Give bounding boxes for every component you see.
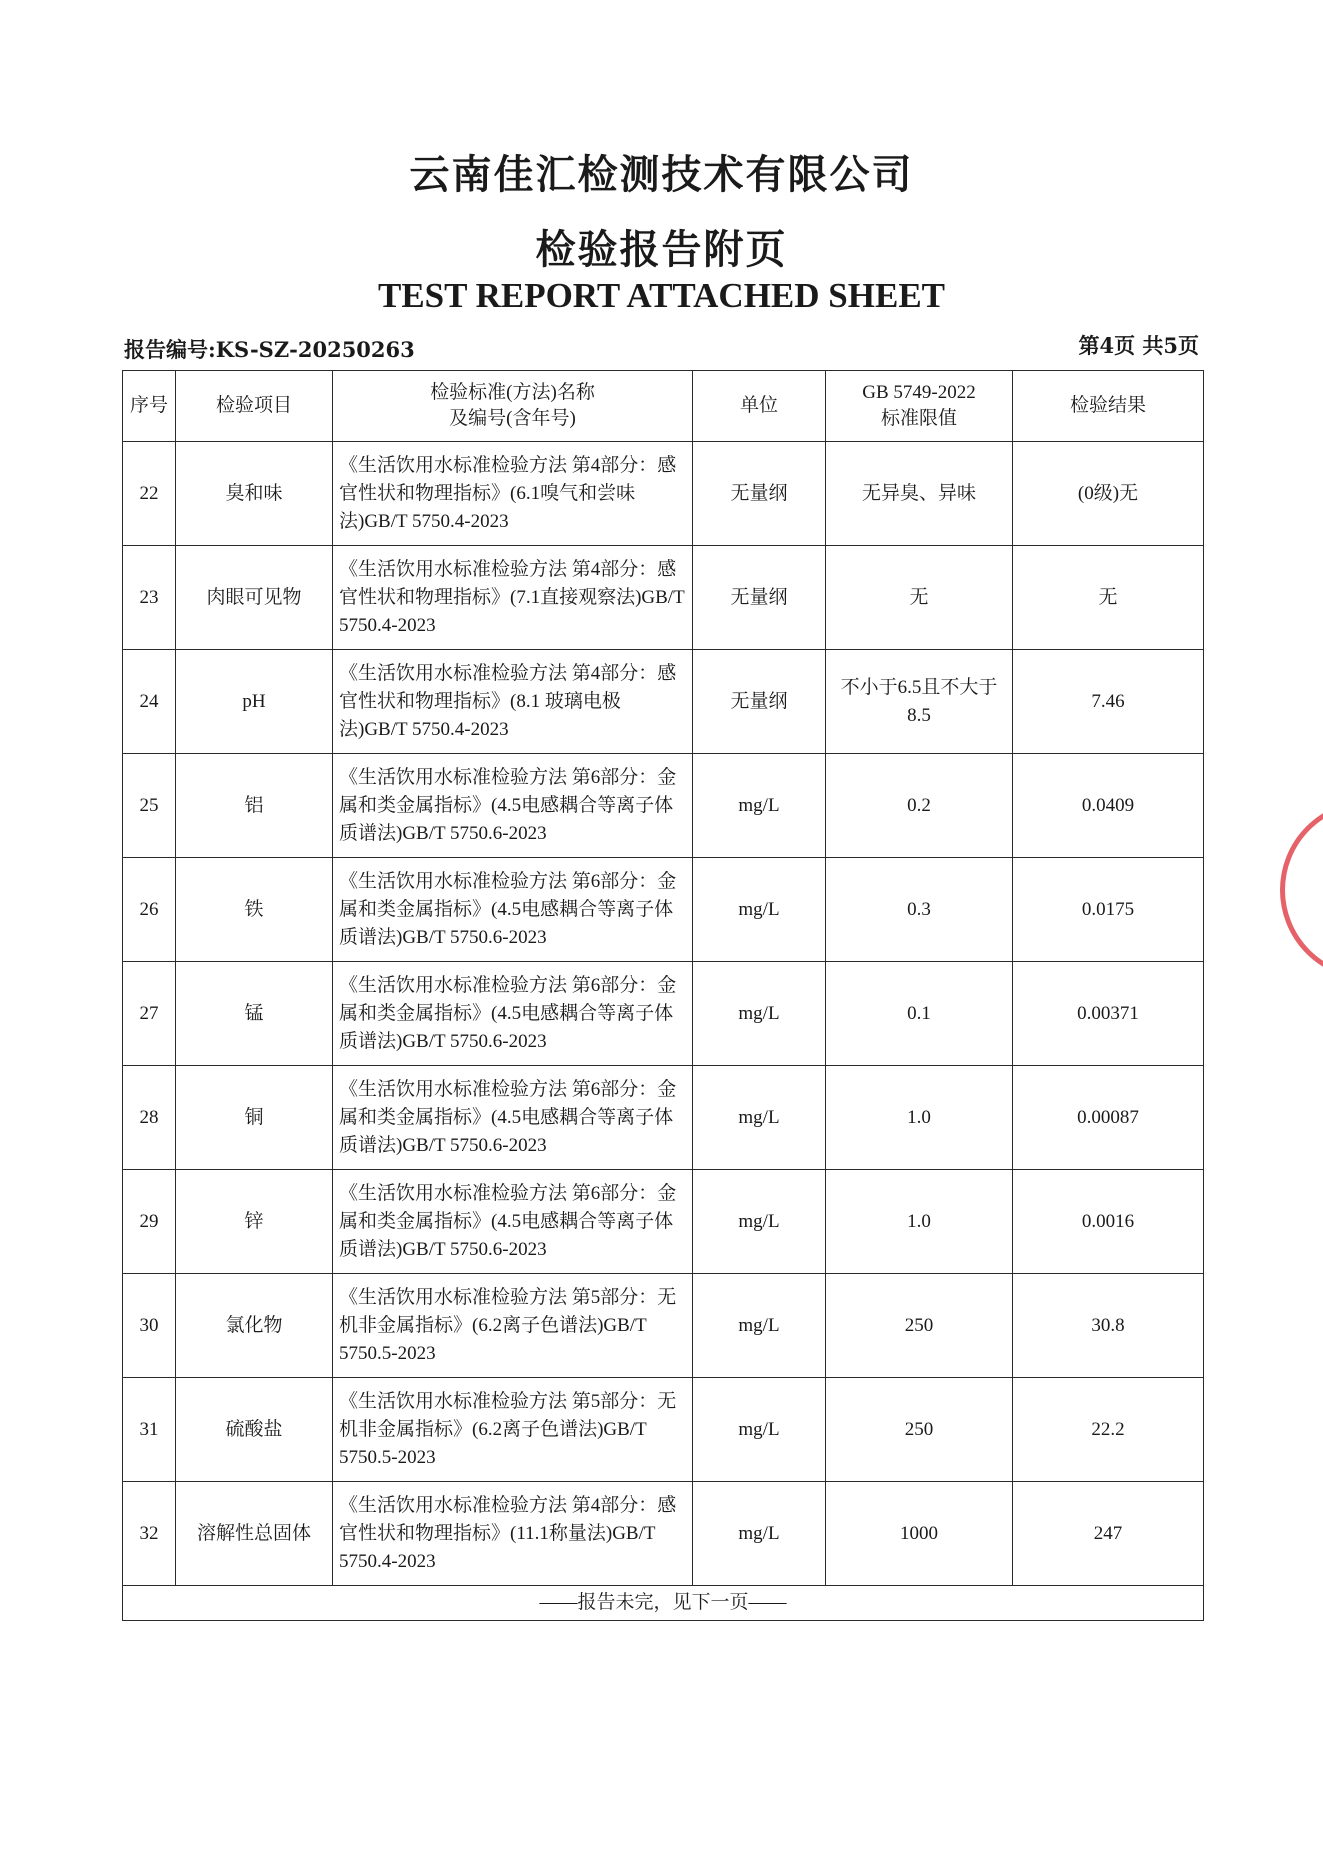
cell-seq: 32 (123, 1482, 176, 1586)
cell-item: 溶解性总固体 (176, 1482, 333, 1586)
report-title-cn: 检验报告附页 (535, 227, 788, 273)
cell-limit: 不小于6.5且不大于8.5 (826, 650, 1013, 754)
cell-unit: mg/L (693, 858, 826, 962)
cell-item: 铁 (176, 858, 333, 962)
cell-unit: mg/L (693, 1170, 826, 1274)
cell-item: 锌 (176, 1170, 333, 1274)
cell-unit: 无量纲 (693, 650, 826, 754)
cell-unit: mg/L (693, 754, 826, 858)
cell-result: 7.46 (1013, 650, 1204, 754)
cell-result: 30.8 (1013, 1274, 1204, 1378)
company-name: 云南佳汇检测技术有限公司 (409, 152, 914, 198)
table-row (123, 546, 1204, 650)
table-row (123, 1482, 1204, 1586)
cell-result: 0.0409 (1013, 754, 1204, 858)
cell-seq: 22 (123, 442, 176, 546)
cell-item: 铜 (176, 1066, 333, 1170)
header-method-line1: 检验标准(方法)名称 (430, 382, 595, 403)
official-stamp-seal (1280, 800, 1323, 980)
cell-seq: 25 (123, 754, 176, 858)
cell-item: 硫酸盐 (176, 1378, 333, 1482)
cell-unit: mg/L (693, 962, 826, 1066)
table-row (123, 1170, 1204, 1274)
table-row (123, 754, 1204, 858)
table-row (123, 1378, 1204, 1482)
cell-seq: 28 (123, 1066, 176, 1170)
table-footer-row (123, 1586, 1204, 1621)
cell-method: 《生活饮用水标准检验方法 第5部分：无机非金属指标》(6.2离子色谱法)GB/T 5750.5-2023 (333, 1378, 693, 1482)
report-number: 报告编号:KS-SZ-20250263 (124, 337, 415, 362)
table-row (123, 442, 1204, 546)
cell-method: 《生活饮用水标准检验方法 第4部分：感官性状和物理指标》(11.1称量法)GB/T 5750.4-2023 (333, 1482, 693, 1586)
cell-unit: mg/L (693, 1378, 826, 1482)
cell-limit: 250 (826, 1274, 1013, 1378)
cell-result: (0级)无 (1013, 442, 1204, 546)
cell-item: 锰 (176, 962, 333, 1066)
cell-method: 《生活饮用水标准检验方法 第6部分：金属和类金属指标》(4.5电感耦合等离子体质谱法)GB/T 5750.6-2023 (333, 1066, 693, 1170)
header-method-line2: 及编号(含年号) (449, 408, 576, 429)
table-row (123, 1274, 1204, 1378)
cell-item: pH (176, 650, 333, 754)
table-row (123, 650, 1204, 754)
cell-seq: 29 (123, 1170, 176, 1274)
cell-result: 22.2 (1013, 1378, 1204, 1482)
cell-method: 《生活饮用水标准检验方法 第6部分：金属和类金属指标》(4.5电感耦合等离子体质谱法)GB/T 5750.6-2023 (333, 1170, 693, 1274)
cell-result: 247 (1013, 1482, 1204, 1586)
table-row (123, 1066, 1204, 1170)
cell-item: 铝 (176, 754, 333, 858)
cell-limit: 1000 (826, 1482, 1013, 1586)
header-unit: 单位 (693, 371, 826, 442)
cell-seq: 27 (123, 962, 176, 1066)
cell-method: 《生活饮用水标准检验方法 第4部分：感官性状和物理指标》(6.1嗅气和尝味法)GB/T 5750.4-2023 (333, 442, 693, 546)
cell-unit: mg/L (693, 1274, 826, 1378)
cell-method: 《生活饮用水标准检验方法 第6部分：金属和类金属指标》(4.5电感耦合等离子体质谱法)GB/T 5750.6-2023 (333, 754, 693, 858)
cell-method: 《生活饮用水标准检验方法 第4部分：感官性状和物理指标》(8.1 玻璃电极法)GB/T 5750.4-2023 (333, 650, 693, 754)
header-seq: 序号 (123, 371, 176, 442)
page-indicator: 第4页 共5页 (1078, 333, 1199, 358)
cell-limit: 0.2 (826, 754, 1013, 858)
table-header-row (123, 371, 1204, 442)
cell-limit: 1.0 (826, 1170, 1013, 1274)
cell-unit: 无量纲 (693, 442, 826, 546)
cell-limit: 0.1 (826, 962, 1013, 1066)
header-limit-line1: GB 5749-2022 (862, 382, 976, 403)
cell-limit: 无 (826, 546, 1013, 650)
cell-item: 臭和味 (176, 442, 333, 546)
cell-method: 《生活饮用水标准检验方法 第6部分：金属和类金属指标》(4.5电感耦合等离子体质谱法)GB/T 5750.6-2023 (333, 858, 693, 962)
cell-result: 0.00371 (1013, 962, 1204, 1066)
cell-seq: 23 (123, 546, 176, 650)
report-title-en: TEST REPORT ATTACHED SHEET (377, 276, 946, 315)
cell-unit: 无量纲 (693, 546, 826, 650)
table-row (123, 858, 1204, 962)
header-item: 检验项目 (176, 371, 333, 442)
cell-method: 《生活饮用水标准检验方法 第5部分：无机非金属指标》(6.2离子色谱法)GB/T 5750.5-2023 (333, 1274, 693, 1378)
cell-seq: 31 (123, 1378, 176, 1482)
header-result: 检验结果 (1013, 371, 1204, 442)
cell-seq: 24 (123, 650, 176, 754)
cell-unit: mg/L (693, 1482, 826, 1586)
cell-seq: 30 (123, 1274, 176, 1378)
cell-method: 《生活饮用水标准检验方法 第4部分：感官性状和物理指标》(7.1直接观察法)GB/T 5750.4-2023 (333, 546, 693, 650)
test-results-table (122, 370, 1204, 1621)
cell-unit: mg/L (693, 1066, 826, 1170)
cell-result: 无 (1013, 546, 1204, 650)
report-continued-note: ——报告未完，见下一页—— (123, 1586, 1204, 1621)
cell-result: 0.0016 (1013, 1170, 1204, 1274)
cell-limit: 1.0 (826, 1066, 1013, 1170)
table-row (123, 962, 1204, 1066)
cell-method: 《生活饮用水标准检验方法 第6部分：金属和类金属指标》(4.5电感耦合等离子体质谱法)GB/T 5750.6-2023 (333, 962, 693, 1066)
cell-item: 氯化物 (176, 1274, 333, 1378)
cell-limit: 250 (826, 1378, 1013, 1482)
header-limit (826, 371, 1013, 442)
header-limit-line2: 标准限值 (880, 408, 957, 429)
cell-result: 0.0175 (1013, 858, 1204, 962)
cell-item: 肉眼可见物 (176, 546, 333, 650)
header-method (333, 371, 693, 442)
cell-result: 0.00087 (1013, 1066, 1204, 1170)
cell-limit: 无异臭、异味 (826, 442, 1013, 546)
cell-limit: 0.3 (826, 858, 1013, 962)
cell-seq: 26 (123, 858, 176, 962)
